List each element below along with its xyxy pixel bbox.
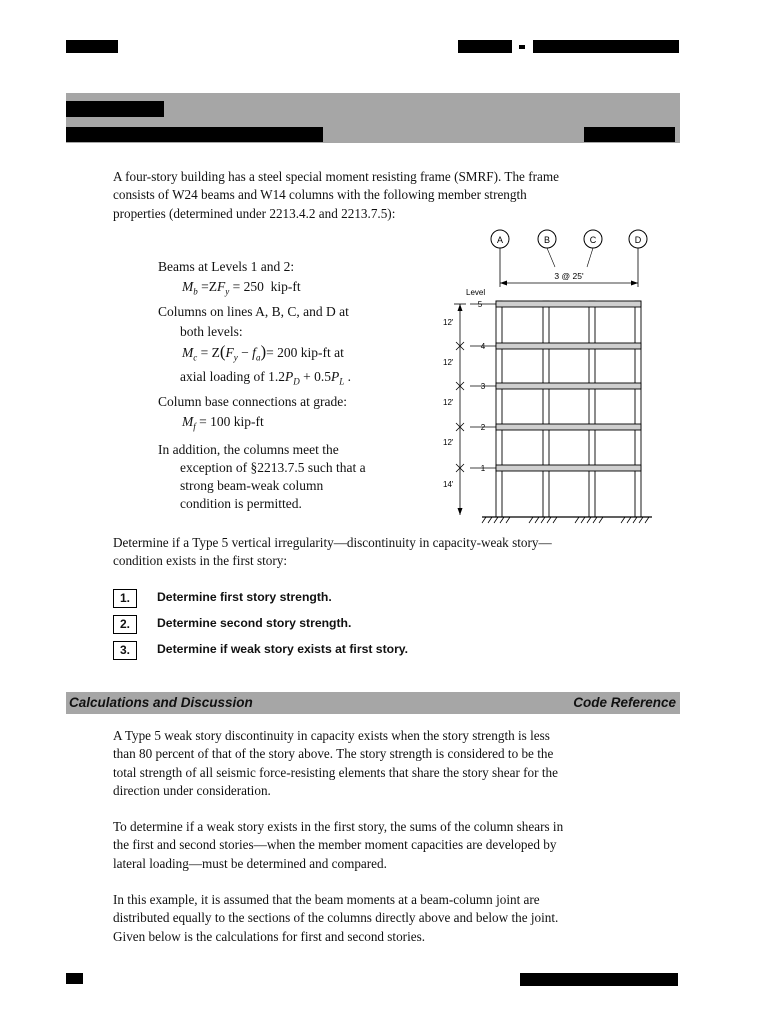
addition-line: condition is permitted. — [180, 495, 302, 511]
question-line: condition exists in the first story: — [113, 553, 287, 569]
discussion-paragraph-3 — [113, 891, 558, 946]
step-text: Determine if weak story exists at first story. — [157, 642, 409, 656]
intro-line: properties (determined under 2213.4.2 and 2213.7.5): — [113, 205, 396, 221]
columns-line-2: both levels: — [180, 323, 243, 339]
section-title: Calculations and Discussion — [69, 695, 253, 710]
story-height-label: 12' — [443, 438, 454, 447]
gridline-label-c: C — [589, 235, 597, 245]
intro-line: A four-story building has a steel special moment resisting frame (SMRF). The frame — [113, 169, 559, 184]
beams-label: Beams at Levels 1 and 2: — [158, 259, 295, 274]
beams-unit: kip-ft — [270, 279, 301, 294]
title-block-3 — [584, 127, 675, 142]
story-height-label: 12' — [443, 398, 454, 407]
columns-value: 200 — [277, 344, 298, 360]
columns-line-1: Columns on lines A, B, C, and D at — [158, 303, 349, 319]
discussion-paragraph-1 — [113, 727, 558, 801]
step-text: Determine second story strength. — [157, 616, 352, 630]
discussion-line: distributed equally to the sections of the columns directly above and below the joint. — [113, 910, 559, 926]
discussion-paragraph-2 — [113, 818, 563, 873]
base-label: Column base connections at grade: — [158, 394, 347, 410]
footer-left-block — [66, 973, 83, 984]
discussion-line: than 80 percent of that of the story above. The story strength is considered to be the — [113, 746, 554, 762]
discussion-line: lateral loading—must be determined and compared. — [113, 855, 387, 871]
columns-unit: kip-ft at — [300, 344, 344, 360]
step-number-box: 2. — [113, 615, 137, 634]
discussion-line: the first and second stories—when the member moment capacities are developed by — [113, 837, 557, 853]
code-reference-title: Code Reference — [573, 695, 676, 710]
header-dash — [519, 45, 525, 49]
step-number-box: 3. — [113, 641, 137, 660]
intro-line: consists of W24 beams and W14 columns with the following member strength — [113, 187, 527, 203]
beams-formula: $M_b =ZF_y = 250$ kip-ft — [182, 279, 301, 297]
step-number-box: 1. — [113, 589, 137, 608]
story-height-label: 12' — [443, 358, 454, 367]
gridline-label-b: B — [543, 235, 551, 245]
level-label-5: 5 — [477, 300, 483, 309]
level-label-3: 3 — [480, 382, 486, 391]
discussion-line: To determine if a weak story exists in the first story, the sums of the column shears in — [113, 819, 564, 834]
level-label-4: 4 — [480, 342, 486, 351]
base-unit: kip-ft — [233, 414, 264, 430]
frame-diagram — [430, 225, 660, 525]
step-1 — [113, 589, 513, 609]
level-label-1: 1 — [480, 464, 486, 473]
intro-paragraph — [113, 168, 559, 223]
story-height-label: 14' — [443, 480, 454, 489]
axial-loading: axial loading of $1.2P_D + 0.5P_L$ . — [180, 369, 351, 388]
header-right-block-1 — [458, 40, 512, 53]
section-header-bar — [66, 692, 680, 714]
discussion-line: direction under consideration. — [113, 783, 271, 799]
addition-line: exception of §2213.7.5 such that a — [180, 459, 366, 475]
title-block-2 — [66, 127, 323, 142]
gridline-label-a: A — [496, 235, 504, 245]
height-dimension — [454, 304, 466, 515]
discussion-line: Given below is the calculations for first and second stories. — [113, 928, 426, 944]
columns-formula: $M_c = Z(F_y - f_a)= 200$ kip-ft at — [182, 341, 344, 363]
discussion-line: In this example, it is assumed that the beam moments at a beam-column joint are — [113, 892, 540, 907]
gridline-label-d: D — [634, 235, 642, 245]
step-3 — [113, 641, 513, 661]
level-title: Level — [466, 288, 486, 297]
question-line: Determine if a Type 5 vertical irregularity—discontinuity in capacity-weak story— — [113, 535, 552, 550]
discussion-line: total strength of all seismic force-resisting elements that share the story shear for the — [113, 764, 558, 780]
footer-right-block — [520, 973, 678, 986]
axial-prefix: axial loading of — [180, 369, 265, 385]
addition-line: strong beam-weak column — [180, 477, 324, 493]
addition-line: In addition, the columns meet the — [158, 441, 339, 457]
spacing-label: 3 @ 25' — [554, 271, 584, 281]
base-value: 100 — [210, 414, 231, 430]
question-paragraph — [113, 534, 552, 571]
frame-beams — [496, 301, 641, 471]
beams-value: 250 — [243, 279, 264, 294]
header-right-block-2 — [533, 40, 679, 53]
base-formula: $M_f = 100$ kip-ft — [182, 414, 264, 432]
level-label-2: 2 — [480, 423, 486, 432]
frame-columns — [496, 301, 641, 517]
title-block-1 — [66, 101, 164, 117]
discussion-line: A Type 5 weak story discontinuity in capacity exists when the story strength is less — [113, 728, 550, 743]
story-height-label: 12' — [443, 318, 454, 327]
step-text: Determine first story strength. — [157, 590, 332, 604]
member-properties — [158, 257, 366, 513]
header-left-block — [66, 40, 118, 53]
step-2 — [113, 615, 513, 635]
